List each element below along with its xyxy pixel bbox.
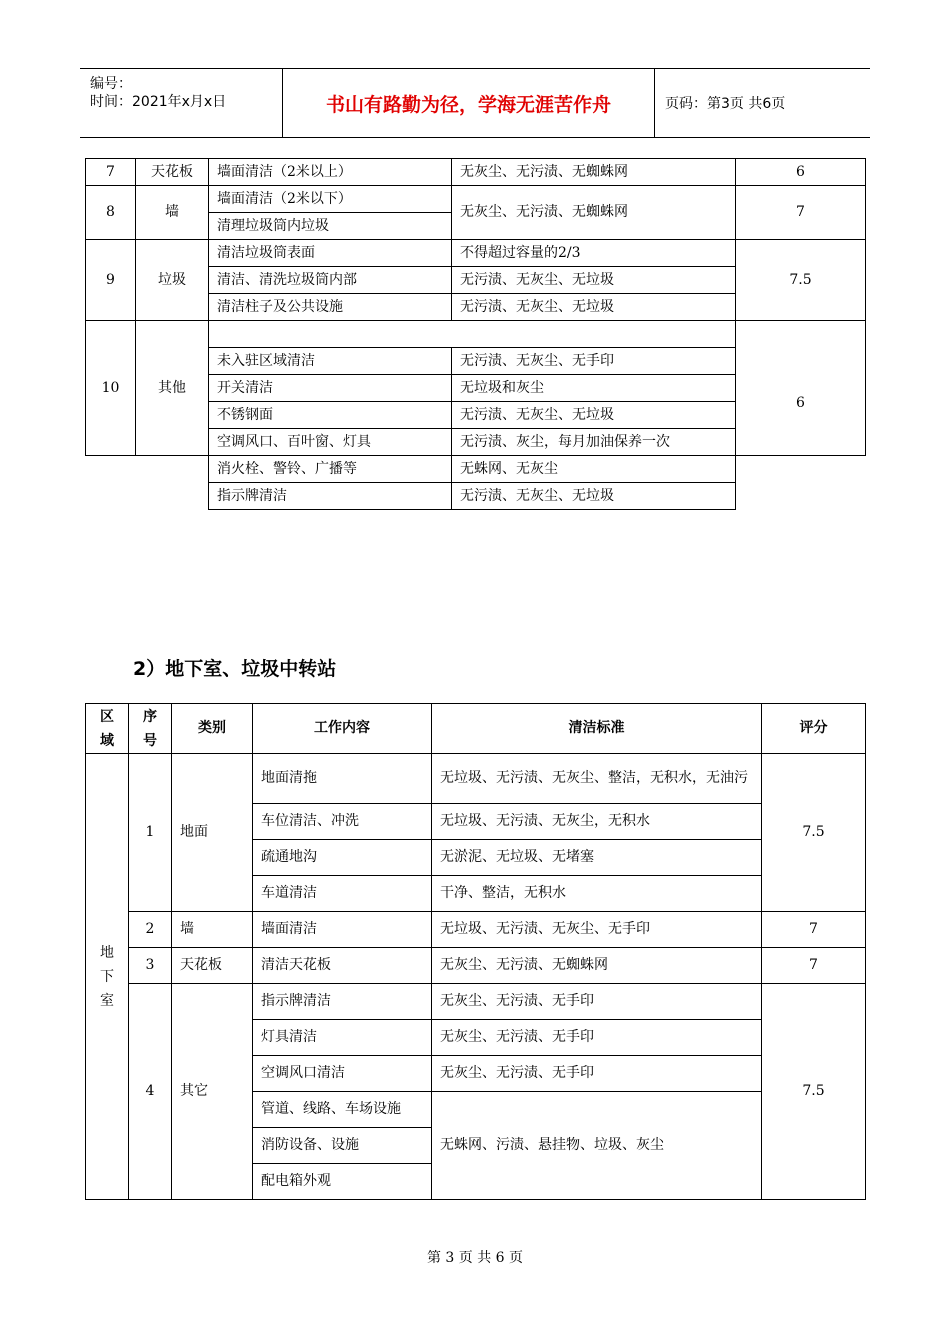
table-row [86,754,866,804]
work-cell: 指示牌清洁 [253,984,432,1020]
work-cell: 疏通地沟 [253,840,432,876]
group-category: 墙 [172,912,253,948]
header-score: 评分 [762,704,866,754]
table-row [86,321,866,348]
group-category: 天花板 [172,948,253,984]
score-cell: 6 [736,159,866,186]
number-label: 编号： [90,76,132,92]
page-footer: 第 3 页 共 6 页 [426,1250,524,1266]
work-cell: 墙面清洁（2米以上） [209,159,452,186]
work-cell: 空调风口、百叶窗、灯具 [209,429,452,456]
cleaning-table-continued [85,158,866,510]
score-cell: 7.5 [762,754,866,912]
group-no: 3 [129,948,172,984]
work-cell: 配电箱外观 [253,1164,432,1200]
work-cell: 消火栓、警铃、广播等 [209,456,452,483]
table-row [86,456,866,483]
row-area: 天花板 [136,159,209,186]
standard-cell: 无灰尘、无污渍、无手印 [432,1056,762,1092]
section-title: 2）地下室、垃圾中转站 [133,658,337,680]
group-no: 4 [129,984,172,1200]
work-cell: 开关清洁 [209,375,452,402]
standard-cell: 无灰尘、无污渍、无蜘蛛网 [432,948,762,984]
standard-cell: 无垃圾和灰尘 [452,375,736,402]
work-cell: 清洁、清洗垃圾筒内部 [209,267,452,294]
date-label: 时间：2021年x月x日 [90,94,227,110]
table-header-row [86,704,866,754]
header-standard: 清洁标准 [432,704,762,754]
table-row [86,240,866,267]
header-category: 类别 [172,704,253,754]
region-cell: 地下室 [86,754,129,1200]
work-cell: 清洁垃圾筒表面 [209,240,452,267]
work-cell: 地面清拖 [253,754,432,804]
work-cell: 空调风口清洁 [253,1056,432,1092]
standard-cell: 无垃圾、无污渍、无灰尘、整洁，无积水，无油污 [432,754,762,804]
group-no: 1 [129,754,172,912]
work-cell: 不锈钢面 [209,402,452,429]
work-cell: 清洁天花板 [253,948,432,984]
standard-cell: 无灰尘、无污渍、无手印 [432,1020,762,1056]
standard-cell: 无垃圾、无污渍、无灰尘、无手印 [432,912,762,948]
score-cell: 6 [736,321,866,456]
work-cell: 指示牌清洁 [209,483,452,510]
table-row [86,912,866,948]
row-no: 9 [86,240,136,321]
score-cell: 7 [736,186,866,240]
row-area: 垃圾 [136,240,209,321]
standard-cell: 无灰尘、无污渍、无手印 [432,984,762,1020]
work-cell: 车道清洁 [253,876,432,912]
work-cell: 灯具清洁 [253,1020,432,1056]
standard-cell: 无污渍、无灰尘、无手印 [452,348,736,375]
row-no: 10 [86,321,136,456]
work-cell: 消防设备、设施 [253,1128,432,1164]
standard-cell: 无蛛网、污渍、悬挂物、垃圾、灰尘 [432,1092,762,1200]
header-no: 序号 [129,704,172,754]
standard-cell: 无污渍、无灰尘、无垃圾 [452,483,736,510]
standard-cell: 无污渍、无灰尘、无垃圾 [452,267,736,294]
empty-cell [209,321,736,348]
group-category: 其它 [172,984,253,1200]
header-region: 区域 [86,704,129,754]
table-row [86,159,866,186]
standard-cell: 无蛛网、无灰尘 [452,456,736,483]
group-category: 地面 [172,754,253,912]
standard-cell: 无淤泥、无垃圾、无堵塞 [432,840,762,876]
table-row [86,948,866,984]
standard-cell: 无污渍、无灰尘、无垃圾 [452,402,736,429]
score-cell: 7 [762,948,866,984]
standard-cell: 无灰尘、无污渍、无蜘蛛网 [452,186,736,240]
header-motto: 书山有路勤为径，学海无涯苦作舟 [283,69,655,137]
page-header [80,68,870,138]
table-row [86,186,866,213]
basement-cleaning-table [85,703,866,1200]
row-no: 8 [86,186,136,240]
row-area: 其他 [136,321,209,456]
work-cell: 清理垃圾筒内垃圾 [209,213,452,240]
score-cell: 7.5 [762,984,866,1200]
table-row [86,483,866,510]
standard-cell: 无污渍、无灰尘、无垃圾 [452,294,736,321]
standard-cell: 干净、整洁，无积水 [432,876,762,912]
score-cell: 7 [762,912,866,948]
work-cell: 墙面清洁（2米以下） [209,186,452,213]
work-cell: 未入驻区域清洁 [209,348,452,375]
standard-cell: 不得超过容量的2/3 [452,240,736,267]
header-page-info: 页码：第3页 共6页 [665,96,786,112]
standard-cell: 无垃圾、无污渍、无灰尘，无积水 [432,804,762,840]
row-area: 墙 [136,186,209,240]
work-cell: 清洁柱子及公共设施 [209,294,452,321]
work-cell: 车位清洁、冲洗 [253,804,432,840]
standard-cell: 无灰尘、无污渍、无蜘蛛网 [452,159,736,186]
header-work: 工作内容 [253,704,432,754]
work-cell: 管道、线路、车场设施 [253,1092,432,1128]
table-row [86,984,866,1020]
header-meta [80,69,283,137]
work-cell: 墙面清洁 [253,912,432,948]
score-cell: 7.5 [736,240,866,321]
group-no: 2 [129,912,172,948]
standard-cell: 无污渍、灰尘，每月加油保养一次 [452,429,736,456]
row-no: 7 [86,159,136,186]
